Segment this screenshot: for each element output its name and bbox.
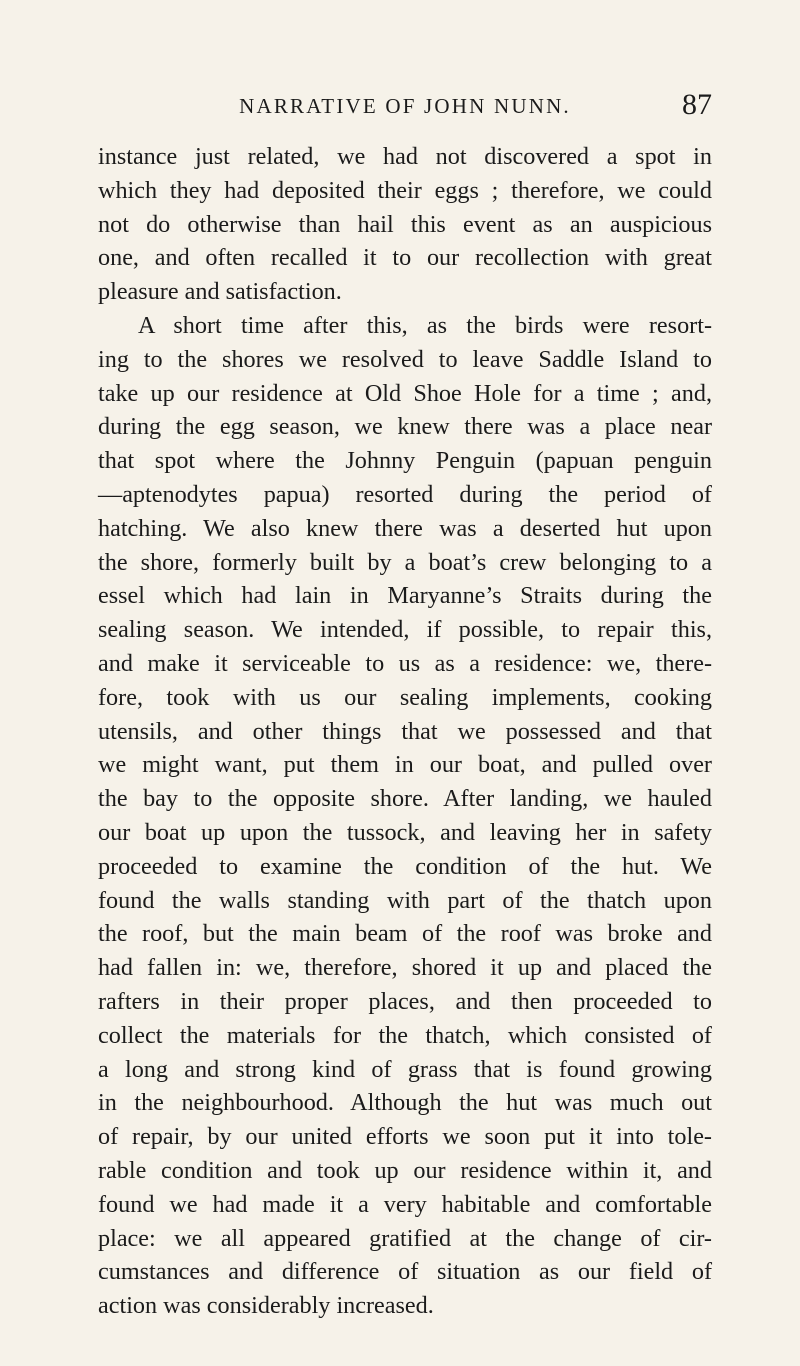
running-title: NARRATIVE OF JOHN NUNN. xyxy=(239,94,571,118)
text-line: rable condition and took up our residence within it, and xyxy=(98,1156,712,1184)
text-line: take up our residence at Old Shoe Hole for a time ; and, xyxy=(98,379,712,407)
text-line: ing to the shores we resolved to leave Saddle Island to xyxy=(98,345,712,373)
text-line: pleasure and satisfaction. xyxy=(98,278,342,306)
text-line: instance just related, we had not discovered a spot in xyxy=(98,143,712,170)
text-line: not do otherwise than hail this event as an auspicious xyxy=(98,210,712,238)
text-line: hatching. We also knew there was a deserted hut upon xyxy=(98,514,712,542)
text-line: found we had made it a very habitable and comfortable xyxy=(98,1190,712,1218)
text-line: in the neighbourhood. Although the hut was much out xyxy=(98,1089,712,1117)
text-line: fore, took with us our sealing implements, cooking xyxy=(98,683,712,711)
text-line: our boat up upon the tussock, and leaving her in safety xyxy=(98,818,712,846)
text-line: collect the materials for the thatch, which consisted of xyxy=(98,1021,712,1049)
page-number: 87 xyxy=(682,88,712,121)
text-line: sealing season. We intended, if possible, to repair this, xyxy=(98,616,712,644)
text-line: that spot where the Johnny Penguin (papuan penguin xyxy=(98,447,712,475)
text-line: proceeded to examine the condition of the hut. We xyxy=(98,852,712,880)
text-line: of repair, by our united efforts we soon put it into tole- xyxy=(98,1123,712,1151)
text-line: a long and strong kind of grass that is found growing xyxy=(98,1055,712,1083)
body-text xyxy=(98,140,712,1323)
text-line: rafters in their proper places, and then proceeded to xyxy=(98,987,712,1015)
text-line: had fallen in: we, therefore, shored it up and placed the xyxy=(98,954,712,982)
text-line: cumstances and difference of situation as our field of xyxy=(98,1258,712,1286)
text-line: utensils, and other things that we possessed and that xyxy=(98,717,712,745)
running-head xyxy=(98,88,712,122)
text-line: and make it serviceable to us as a residence: we, there- xyxy=(98,649,712,677)
text-line: —aptenodytes papua) resorted during the period of xyxy=(98,480,712,508)
text-line: found the walls standing with part of the thatch upon xyxy=(98,886,712,914)
text-line: we might want, put them in our boat, and pulled over xyxy=(98,751,712,779)
text-line: action was considerably increased. xyxy=(98,1292,434,1320)
text-line: place: we all appeared gratified at the change of cir- xyxy=(98,1224,712,1252)
text-line: the bay to the opposite shore. After landing, we hauled xyxy=(98,785,712,813)
text-line: which they had deposited their eggs ; therefore, we could xyxy=(98,176,712,204)
text-line: the shore, formerly built by a boat’s crew belonging to a xyxy=(98,548,712,576)
text-line: essel which had lain in Maryanne’s Straits during the xyxy=(98,582,712,610)
text-line: the roof, but the main beam of the roof was broke and xyxy=(98,920,712,948)
text-line: one, and often recalled it to our recollection with great xyxy=(98,244,712,272)
paragraph-first-line: A short time after this, as the birds were resort- xyxy=(138,311,712,339)
text-line: during the egg season, we knew there was a place near xyxy=(98,413,712,441)
